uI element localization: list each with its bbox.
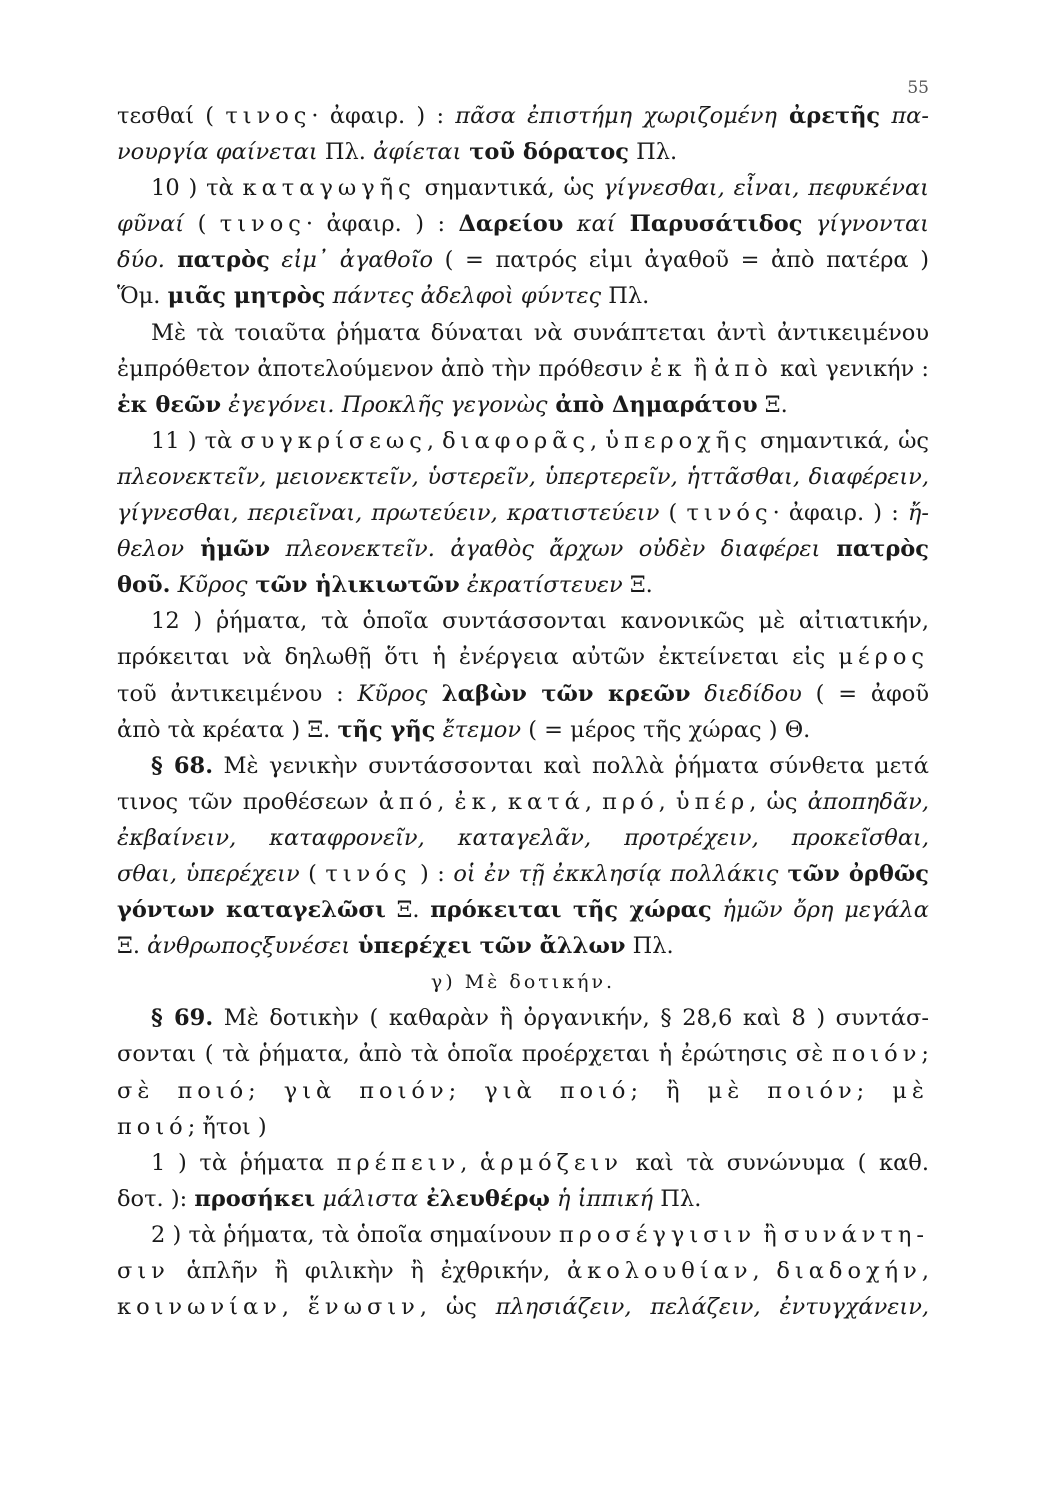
text-line [117, 784, 929, 820]
text-segment: , [281, 1294, 308, 1321]
text-segment: Πλ. [653, 1185, 702, 1212]
text-segment: ἀφίεται [373, 139, 462, 166]
text-segment: ( [184, 211, 220, 238]
text-segment: κατά [507, 788, 585, 815]
text-segment: , [590, 427, 606, 454]
text-segment: πρόκειται νὰ δηλωθῇ ὅτι ἡ ἐνέργεια αὐτῶν ἐκτείνεται εἰς [117, 644, 839, 671]
text-segment: κοινωνίαν [117, 1294, 282, 1321]
text-segment: πλεονεκτεῖν. ἀγαθὸς ἄρχων οὐδὲν διαφέρει [270, 536, 821, 563]
text-segment: μιᾶς μητρὸς [167, 283, 326, 310]
text-segment: γόντων καταγελῶσι [117, 897, 386, 924]
text-segment: πρέπειν [336, 1149, 461, 1176]
text-segment: , ὡς [749, 788, 808, 815]
text-segment: γίγνονται [815, 211, 929, 238]
text-segment: λαβὼν τῶν κρεῶν [427, 680, 691, 707]
text-segment: καὶ τὰ συνώνυμα ( καθ. [622, 1149, 929, 1176]
text-segment: Ξ. [757, 391, 788, 418]
text-line [117, 639, 929, 675]
text-segment: ὑπερέχει τῶν ἄλλων [350, 933, 626, 960]
text-segment: 2 ) τὰ ῥήματα, τὰ ὁποῖα σημαίνουν [151, 1221, 559, 1248]
text-segment: ( = πατρός εἰμι ἀγαθοῦ = ἀπὸ πατέρα ) [433, 247, 929, 274]
text-segment: ἐκρατίστευεν [459, 572, 623, 599]
text-line [117, 676, 929, 712]
text-segment: σημαντικά, ὡς [415, 175, 604, 202]
text-segment: 1 ) τὰ ῥήματα [151, 1149, 337, 1176]
text-line [117, 459, 929, 495]
text-segment: προσήκει [194, 1185, 316, 1212]
text-segment: ἐκβαίνειν, καταφρονεῖν, καταγελᾶν, προτρέχειν, προκεῖσθαι, [117, 824, 929, 851]
text-line [117, 278, 929, 314]
text-segment: Μὲ γενικὴν συντάσσονται καὶ πολλὰ ῥήματα σύνθετα μετά [213, 752, 929, 779]
text-line [117, 1289, 929, 1325]
text-segment: Ὅμ. [117, 283, 168, 310]
text-line [117, 820, 929, 856]
text-segment: ἡ ἱππική [549, 1185, 654, 1212]
text-segment: ἁρμόζειν [480, 1149, 623, 1176]
text-segment: ἐλευθέρῳ [418, 1185, 550, 1212]
text-segment: πα- [880, 103, 929, 129]
text-segment: τοῦ ἀντικειμένου : [117, 680, 358, 707]
text-segment: διαδοχήν [776, 1258, 922, 1284]
text-segment: ἀρετῆς [777, 103, 881, 129]
text-segment: Παρυσάτιδος [615, 211, 803, 238]
text-segment: πλησιάζειν, πελάζειν, ἐντυγχάνειν, [495, 1294, 929, 1321]
text-segment: · ἀφαιρ. ) : [311, 103, 456, 129]
text-segment: πᾶσα ἐπιστήμη χωριζομένη [455, 103, 778, 129]
text-segment: τοῦ δόρατος [461, 139, 629, 166]
text-segment: διαφορᾶς [442, 427, 591, 454]
text-segment: ἐκ [454, 788, 491, 815]
text-segment: σθαι, ὑπερέχειν [117, 860, 300, 887]
text-segment: συνάντη- [783, 1221, 929, 1248]
text-line [117, 1036, 929, 1072]
text-segment: Ξ. [622, 572, 653, 599]
text-line [117, 495, 929, 531]
body-text [117, 98, 929, 1325]
text-segment: δύο. [117, 247, 165, 274]
text-segment: ( = ἀφοῦ [815, 680, 929, 707]
text-segment: σημαντικά, ὡς [751, 427, 929, 454]
text-segment: ἔτεμον [435, 716, 522, 743]
text-segment: ἀπό [378, 788, 438, 815]
text-line [117, 567, 929, 603]
text-segment: , [584, 788, 603, 815]
text-line [117, 242, 929, 278]
text-segment: ἕνωσιν [307, 1294, 420, 1321]
text-segment: ἢ [756, 1221, 784, 1248]
text-segment: ἐκ θεῶν [117, 391, 222, 418]
text-segment: 12 ) ῥήματα, τὰ ὁποῖα συντάσσονται κανονικῶς μὲ αἰτιατικήν, [151, 608, 929, 635]
text-segment: ποιό [117, 1113, 188, 1140]
text-segment: εἰμ᾽ ἀγαθοῖο [269, 247, 434, 274]
text-segment: πάντες ἀδελφοὶ φύντες [325, 283, 602, 310]
text-segment: ( = μέρος τῆς χώρας ) Θ. [521, 716, 811, 743]
text-segment: καὶ γενικήν : [772, 355, 929, 382]
text-segment: ἀπὸ [714, 355, 773, 382]
text-segment: ἤ- [907, 500, 929, 527]
text-line [117, 1253, 929, 1289]
text-line [117, 856, 929, 892]
text-line [117, 1073, 929, 1109]
text-segment: ; ἤτοι ) [187, 1113, 267, 1140]
text-line [117, 1000, 929, 1036]
text-line [117, 892, 929, 928]
text-segment: τινός [686, 500, 773, 527]
text-segment: τινος τῶν προθέσεων [117, 788, 379, 815]
text-line [117, 1145, 929, 1181]
text-segment: Κῦρος [357, 680, 428, 707]
text-segment: πρό [602, 788, 659, 815]
text-segment: Πλ. [317, 139, 374, 166]
text-segment: , [460, 1149, 481, 1176]
text-segment: γ) Μὲ δοτικήν. [430, 971, 616, 994]
text-segment: τῶν ὀρθῶς [787, 860, 929, 887]
text-line [117, 1109, 929, 1145]
text-segment: γίγνεσθαι, εἶναι, πεφυκέναι [603, 175, 929, 202]
text-segment: , [490, 788, 508, 815]
text-segment: ὑπέρ [675, 788, 750, 815]
text-line [117, 928, 929, 964]
text-segment: ἀπὸ τὰ κρέατα ) Ξ. [117, 716, 338, 743]
text-segment: τῆς γῆς [337, 716, 436, 743]
text-segment: § 68. [151, 752, 214, 779]
text-line [117, 531, 929, 567]
text-segment: Πλ. [625, 933, 674, 960]
text-segment: φῦναί [117, 211, 185, 238]
text-segment: σονται ( τὰ ῥήματα, ἀπὸ τὰ ὁποῖα προέρχεται ἡ ἐρώτησις σὲ [117, 1041, 833, 1068]
text-segment: προσέγγισιν [558, 1221, 757, 1248]
text-segment: πατρὸς [836, 536, 929, 563]
text-line [117, 712, 929, 748]
text-segment: ; [921, 1041, 929, 1068]
text-segment: ἐμπρόθετον ἀποτελούμενον ἀπὸ τὴν πρόθεσιν [117, 355, 651, 382]
text-segment: καταγωγῆς [242, 175, 416, 202]
text-segment: μάλιστα [315, 1185, 419, 1212]
text-segment: Μὲ τὰ τοιαῦτα ῥήματα δύναται νὰ συνάπτεται ἀντὶ ἀντικειμένου [151, 319, 929, 346]
text-segment: πλεονεκτεῖν, μειονεκτεῖν, ὑστερεῖν, ὑπερτερεῖν, ἡττᾶσθαι, διαφέρειν, [117, 463, 929, 490]
text-segment: § 69. [151, 1005, 214, 1032]
text-segment: ποιόν [832, 1041, 922, 1068]
text-segment: 11 ) τὰ [151, 427, 241, 454]
text-segment: , ὡς [419, 1294, 496, 1321]
text-segment: ( [299, 860, 326, 887]
page-number: 55 [907, 78, 929, 98]
text-segment: σιν [117, 1258, 170, 1284]
text-segment: θοῦ. [117, 572, 171, 599]
text-segment: Δαρείου [458, 211, 564, 238]
text-segment: ἀνθρωποςξυνέσει [147, 933, 351, 960]
text-segment: , [752, 1258, 777, 1284]
text-line [117, 1181, 929, 1217]
text-segment: ) : [411, 860, 454, 887]
text-segment: τεσθαί ( [117, 103, 226, 129]
text-segment: ἡμῶν ὄρη μεγάλα [711, 897, 929, 924]
text-segment: δοτ. ): [117, 1185, 195, 1212]
text-line [117, 98, 929, 134]
text-line [117, 315, 929, 351]
text-segment: Κῦρος [170, 572, 248, 599]
text-segment: γίγνεσθαι, περιεῖναι, πρωτεύειν, κρατιστεύειν [117, 500, 660, 527]
text-segment: ( [659, 500, 687, 527]
text-line [117, 1217, 929, 1253]
text-segment: , [437, 788, 455, 815]
text-segment: μέρος [838, 644, 929, 671]
text-segment: Ξ. [117, 933, 148, 960]
text-segment: ἐκ [650, 355, 687, 382]
text-segment: 10 ) τὰ [151, 175, 243, 202]
text-segment: Πλ. [628, 139, 678, 166]
text-segment: πατρὸς [164, 247, 270, 274]
text-segment: , [921, 1258, 929, 1284]
text-segment: , [426, 427, 443, 454]
text-line [117, 134, 929, 170]
text-line [117, 423, 929, 459]
text-segment: Ξ. [385, 897, 431, 924]
text-segment: θελον [117, 536, 185, 563]
text-segment: τῶν ἡλικιωτῶν [247, 572, 460, 599]
text-segment: οἱ ἐν τῇ ἐκκλησίᾳ πολλάκις [453, 860, 779, 887]
text-segment: ἀποπηδᾶν, [807, 788, 929, 815]
text-line [117, 964, 929, 1000]
text-segment: πρόκειται τῆς χώρας [430, 897, 712, 924]
text-segment: ὑπεροχῆς [605, 427, 752, 454]
text-line [117, 748, 929, 784]
text-segment: συγκρίσεως [240, 427, 427, 454]
text-segment: τινος [219, 211, 306, 238]
text-line [117, 387, 929, 423]
text-segment: τινος [225, 103, 312, 129]
text-segment: ἡμῶν [184, 536, 271, 563]
text-segment: , [658, 788, 676, 815]
text-segment: ἐγεγόνει. Προκλῆς γεγονὼς [221, 391, 548, 418]
text-segment: · ἀφαιρ. ) : [305, 211, 459, 238]
text-segment: ἢ [686, 355, 715, 382]
text-segment: Μὲ δοτικὴν ( καθαρὰν ἢ ὀργανικήν, § 28,6 καὶ 8 ) συντάσ- [213, 1005, 929, 1032]
text-line [117, 206, 929, 242]
text-segment: διεδίδου [690, 680, 802, 707]
text-segment: ἀκολουθίαν [566, 1258, 753, 1284]
text-line [117, 351, 929, 387]
text-line [117, 603, 929, 639]
text-segment: ἀπὸ Δημαράτου [547, 391, 758, 418]
text-segment: νουργία φαίνεται [117, 139, 318, 166]
text-segment: τινός [325, 860, 412, 887]
text-segment: καί [563, 211, 616, 238]
text-line [117, 170, 929, 206]
text-segment: σὲ ποιό; γιὰ ποιόν; γιὰ ποιό; ἢ μὲ ποιόν; μὲ [117, 1077, 929, 1104]
text-segment: ἁπλῆν ἢ φιλικὴν ἢ ἐχθρικήν, [169, 1258, 567, 1284]
text-segment: Πλ. [601, 283, 650, 310]
text-segment: · ἀφαιρ. ) : [772, 500, 908, 527]
